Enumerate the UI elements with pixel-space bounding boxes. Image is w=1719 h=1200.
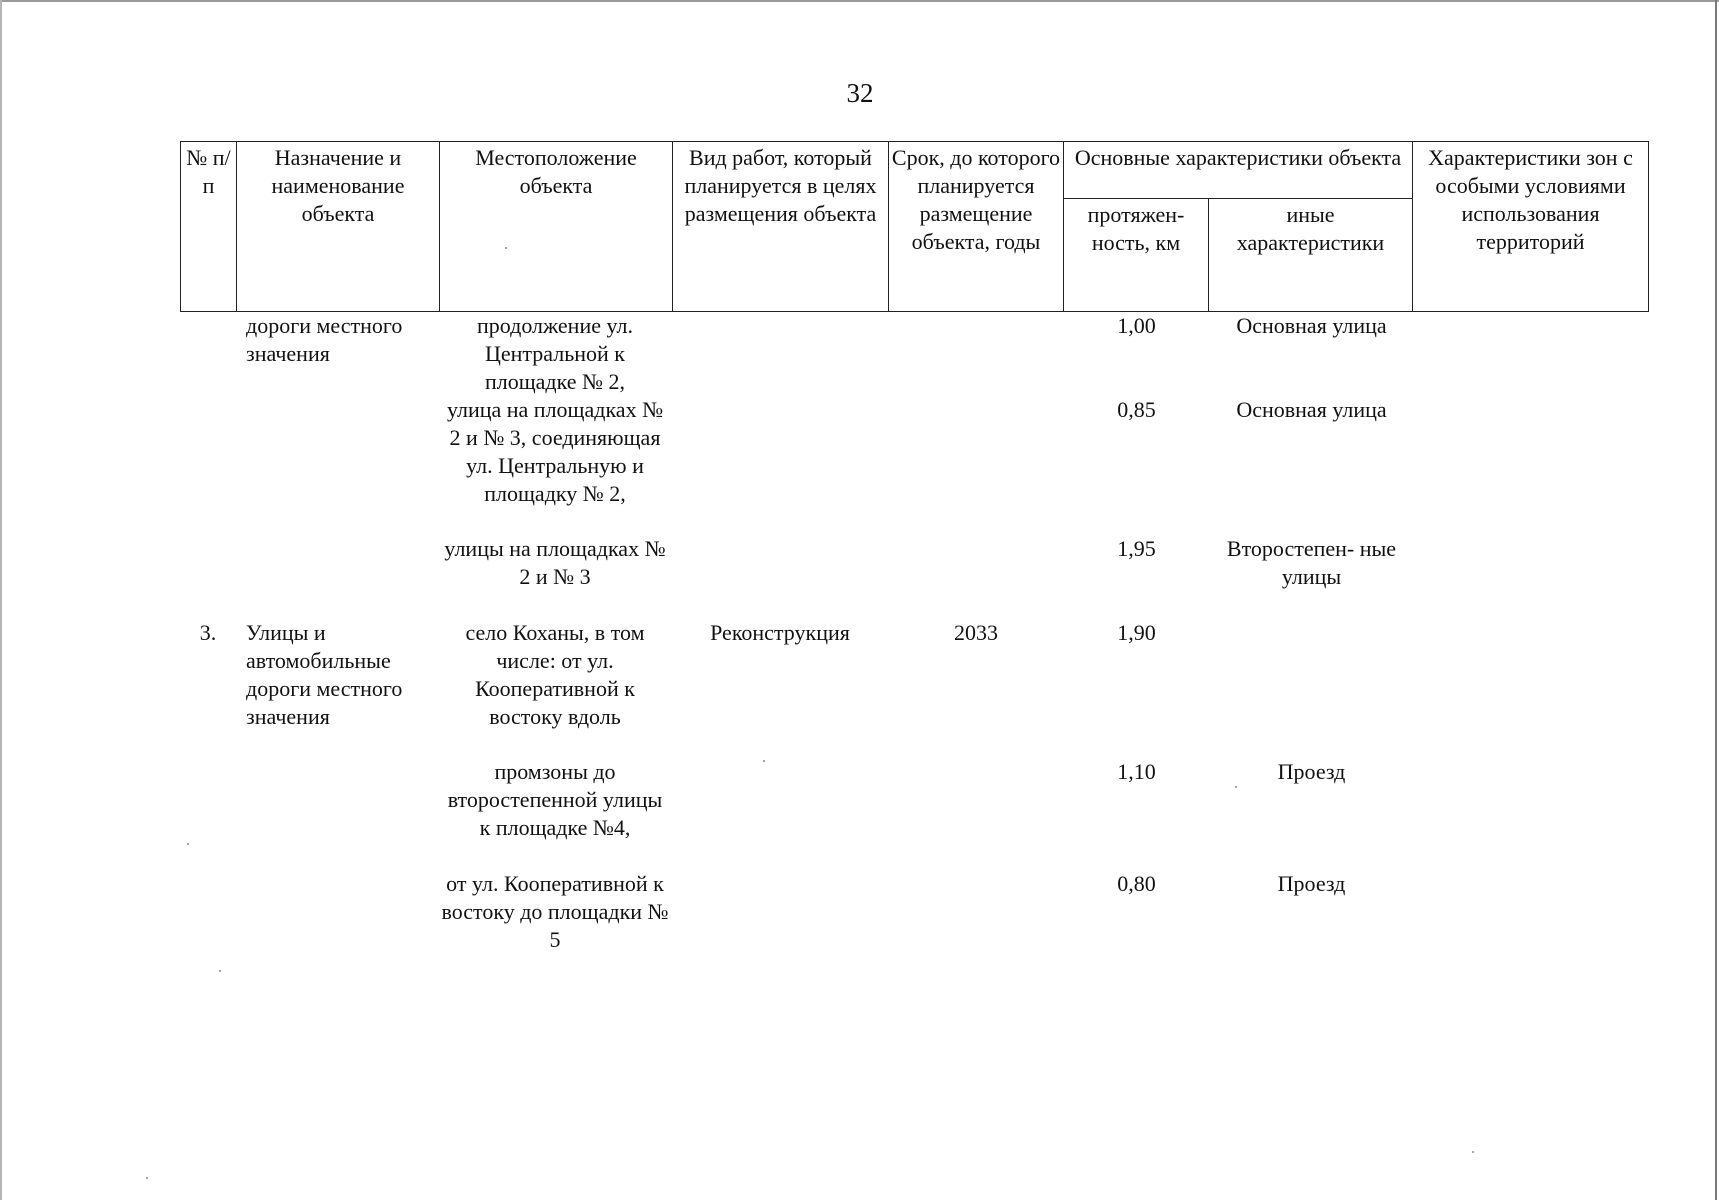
row-other: Проезд <box>1277 871 1346 896</box>
row-other: Основная улица <box>1236 313 1387 338</box>
header-name: Назначение и наименование объекта <box>237 142 440 312</box>
page-edge-top <box>0 0 1719 2</box>
scan-speck <box>187 843 189 845</box>
row-name: Улицы и автомобильные дороги местного значения <box>246 620 403 729</box>
table-row <box>180 758 1648 870</box>
row-other: Основная улица <box>1236 397 1387 422</box>
scan-speck <box>505 247 507 249</box>
page-edge-left <box>0 0 2 1200</box>
scan-speck <box>219 970 221 972</box>
header-number: № п/п <box>181 142 237 312</box>
row-length: 1,00 <box>1117 313 1156 338</box>
table-row <box>180 870 1648 982</box>
header-work-type: Вид работ, который планируется в целях размещения объекта <box>673 142 889 312</box>
table-body <box>180 312 1648 982</box>
header-term: Срок, до которого планируется размещение объекта, годы <box>889 142 1064 312</box>
header-main-characteristics: Основные характеристики объекта <box>1064 142 1413 199</box>
table-row <box>180 535 1648 619</box>
row-location: улицы на площадках № 2 и № 3 <box>444 536 666 589</box>
row-location: продолжение ул. Центральной к площадке № 2, <box>476 313 634 394</box>
row-location: село Коханы, в том числе: от ул. Кооперативной к востоку вдоль <box>465 620 645 729</box>
table-row <box>180 396 1648 535</box>
row-other: Проезд <box>1277 759 1346 784</box>
table-row <box>180 312 1648 396</box>
row-number: 3. <box>199 620 217 645</box>
row-work-type: Реконструкция <box>710 620 850 645</box>
scan-speck <box>1235 786 1237 788</box>
row-location: промзоны до второстепенной улицы к площадке №4, <box>447 759 663 840</box>
header-zones: Характеристики зон с особыми условиями использования территорий <box>1413 142 1649 312</box>
row-name: дороги местного значения <box>246 313 403 366</box>
row-term: 2033 <box>954 620 998 645</box>
row-location: от ул. Кооперативной к востоку до площадки № 5 <box>441 871 669 952</box>
scan-speck <box>763 760 765 762</box>
row-length: 0,80 <box>1117 871 1156 896</box>
header-other-characteristics: иные характеристики <box>1209 199 1413 312</box>
table-header <box>180 141 1649 312</box>
row-location: улица на площадках № 2 и № 3, соединяющая ул. Центральную и площадку № 2, <box>446 397 664 506</box>
scan-speck <box>146 1177 148 1179</box>
header-length: протяжен- ность, км <box>1064 199 1209 312</box>
header-location: Местоположение объекта <box>440 142 673 312</box>
row-length: 1,95 <box>1117 536 1156 561</box>
row-other: Второстепен- ные улицы <box>1226 536 1397 589</box>
row-length: 1,90 <box>1117 620 1156 645</box>
table-row <box>180 619 1648 758</box>
row-length: 0,85 <box>1117 397 1156 422</box>
page-number: 32 <box>846 78 874 108</box>
scan-speck <box>1472 1151 1474 1153</box>
row-length: 1,10 <box>1117 759 1156 784</box>
page-edge-right <box>1715 0 1717 1200</box>
